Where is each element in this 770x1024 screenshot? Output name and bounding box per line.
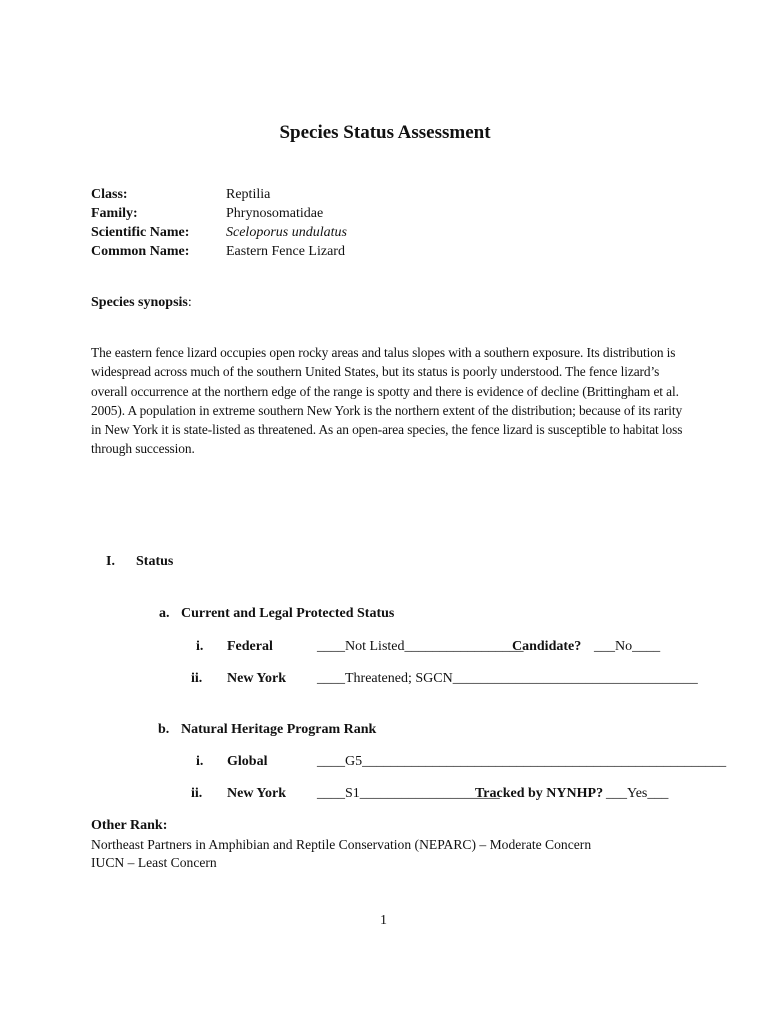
tracked-label: Tracked by NYNHP?: [475, 786, 604, 801]
global-rank-field: ____G5____________________________________________________: [317, 754, 727, 769]
newyork-rank-num: ii.: [191, 786, 203, 801]
family-value: Phrynosomatidae: [226, 206, 324, 221]
federal-status-field: ____Not Listed_________________: [317, 639, 524, 654]
synopsis-paragraph: The eastern fence lizard occupies open rocky areas and talus slopes with a southern exposure. Its distribution is widespread across much of the southern United States, but its status is poorly understood. The fence lizard’s overall occurrence at the northern edge of the range is spotty and there is evidence of decline (Brittingham et al. 2005). A population in extreme southern New York is the northern extent of the distribution; because of its rarity in New York it is state-listed as threatened. As an open-area species, the fence lizard is susceptible to habitat loss through succession.: [91, 345, 683, 457]
class-value: Reptilia: [226, 187, 271, 202]
newyork-rank-field: ____S1____________________: [317, 786, 500, 801]
global-rank-num: i.: [196, 754, 204, 769]
page-title: Species Status Assessment: [279, 122, 491, 143]
newyork-status-num: ii.: [191, 671, 203, 686]
candidate-label: Candidate?: [512, 639, 582, 654]
section-numeral: I.: [106, 554, 115, 569]
global-rank-label: Global: [227, 754, 268, 769]
other-rank-line-neparc: Northeast Partners in Amphibian and Reptile Conservation (NEPARC) – Moderate Concern: [91, 837, 592, 852]
other-rank-line-iucn: IUCN – Least Concern: [91, 855, 217, 870]
scientific-name-label: Scientific Name:: [91, 225, 190, 240]
newyork-rank-label: New York: [227, 786, 286, 801]
family-label: Family:: [91, 206, 138, 221]
synopsis-heading: [91, 295, 192, 311]
subsection-a-title: Current and Legal Protected Status: [181, 606, 395, 621]
tracked-field: ___Yes___: [606, 786, 669, 801]
common-name-label: Common Name:: [91, 244, 190, 259]
subsection-b-letter: b.: [158, 722, 170, 737]
page-number: 1: [380, 913, 387, 928]
scientific-name-value: Sceloporus undulatus: [226, 225, 347, 240]
newyork-status-field: ____Threatened; SGCN___________________________________: [317, 671, 698, 686]
newyork-status-label: New York: [227, 671, 286, 686]
candidate-field: ___No____: [594, 639, 661, 654]
federal-num: i.: [196, 639, 204, 654]
section-title: Status: [136, 554, 174, 569]
common-name-value: Eastern Fence Lizard: [226, 244, 345, 259]
class-label: Class:: [91, 187, 128, 202]
synopsis-colon: :: [187, 295, 192, 310]
federal-label: Federal: [227, 639, 273, 654]
other-rank-label: Other Rank:: [91, 818, 168, 833]
subsection-a-letter: a.: [159, 606, 170, 621]
subsection-b-title: Natural Heritage Program Rank: [181, 722, 377, 737]
synopsis-label: Species synopsis: [91, 295, 188, 310]
